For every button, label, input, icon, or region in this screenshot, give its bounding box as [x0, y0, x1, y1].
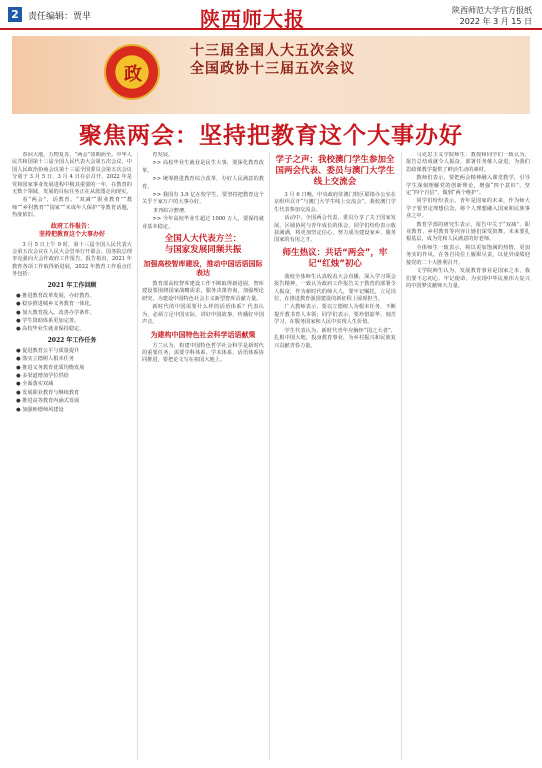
list [12, 293, 132, 334]
paragraph: 教育部高校智库建设工作不断取得新进展，智库建设要围绕国家战略需求，服务决策咨询，加强理论研究，为建设中国特色社会主义新型智库贡献力量。 [142, 281, 264, 302]
emblem-glyph: 政 [124, 64, 142, 85]
paragraph: 看“两会”，话教育。“双减”“职业教育”“教师”“乡村教育”“国家”“未成年人保护”等教育话题，热度依旧。 [12, 197, 132, 219]
column-divider [137, 152, 138, 760]
article-body [12, 152, 530, 760]
paragraph: 教育学部的研究生表示，报告中关于“双减”、职业教育、乡村教育等内容让她们深受鼓舞，未来要扎根基层，成为党和人民满意的好老师。 [406, 221, 530, 243]
paragraph: 3 月 5 日上午 9 时，第十三届全国人民代表大会第五次会议在人民大会堂举行开幕会。国务院总理李克强向大会作政府工作报告。报告指出，2021 年教育各项工作取得新进展，2022 年教育工作重点任务包括： [12, 241, 132, 278]
paragraph: 育发展。 [152, 152, 174, 158]
paragraph: 我校全体师生认真收看大会直播，深入学习领会报告精神，一致认为政府工作报告关于教育的部署令人振奋，作为新时代的师大人，要牢记嘱托，立足岗位，在推进教育强国建设的新征程上展现担当。 [274, 273, 396, 303]
list-item: ● 发展职业教育与继续教育 [16, 389, 80, 396]
banner-line-2: 全国政协十三届五次会议 [190, 61, 355, 77]
list-item: ● 推进义务教育优质均衡发展 [16, 364, 85, 371]
section-heading: 政府工作报告： [50, 222, 93, 230]
paragraph: 全体师生一致表示，将以更加饱满的热情，更加务实的作风，在各自岗位上履职尽责，以优异成绩迎接党的二十大胜利召开。 [406, 244, 530, 266]
list-item: ● 促进教育公平与质量提升 [16, 347, 80, 354]
paragraph: 文学院师生认为，发展教育事业是国家之本，我们要不忘初心、牢记使命，为实现中华民族伟大复兴的中国梦贡献师大力量。 [406, 268, 530, 289]
section-heading: 2021 年工作回顾 [47, 281, 97, 289]
list-item: ● 推进高等教育内涵式发展 [16, 398, 80, 405]
paragraph: 方兰认为，构建中国特色哲学社会科学是新时代的重要任务，需要学科体系、学术体系、话语体系协同推进，要把论文写在祖国大地上。 [142, 342, 264, 364]
section-heading: 全国人大代表方兰： [164, 234, 242, 245]
list-item: ● 多渠道增加学位供给 [16, 372, 69, 379]
paragraph: 马克思主义学院师生：教授和同学们一致认为，报告总结成就令人振奋，部署任务催人奋进，为我们思政课教学提供了鲜活生动的素材。 [406, 152, 530, 173]
paragraph: 3 月 6 日晚，中央政府驻澳门特区联络办公室在京组织召开“与澳门大学生线上交流会”，我校澳门学生代表参加交流会。 [274, 192, 396, 213]
page-headline: 聚焦两会：坚持把教育这个大事办好 [79, 123, 463, 149]
banner-line-1: 十三届全国人大五次会议 [190, 43, 355, 59]
list-item: ● 学生资助体系更加完善。 [16, 317, 80, 324]
section-heading: 为建构中国特色社会科学话语献策 [150, 330, 256, 339]
paragraph: 学生代表认为，新时代青年应胸怀“国之大者”，扎根中国大地，投身教育事业，为乡村振兴和民族复兴贡献青春力量。 [274, 327, 396, 349]
column-2 [142, 152, 264, 760]
paragraph: >> 统筹推进教育综合改革，办好人民满意的教育。 [142, 176, 264, 190]
paragraph: 活动中，全国两会代表、委员分享了关于国家发展、区域协同与青年成长的体会，同学们纷纷表示收获满满，将更加坚定信心，努力成为建设家乡、服务国家的有用之才。 [274, 215, 396, 244]
paragraph: 教师们表示，要把两会精神融入课堂教学，引导学生深刻理解党的创新理论，增强“四个意识”、坚定“四个自信”、做到“两个维护”。 [406, 175, 530, 197]
paragraph: 春回大地，万物复苏，“两会”如期而至。中华人民共和国第十三届全国人民代表大会第五次会议、中国人民政治协商会议第十三届全国委员会第五次会议分别于 3 月 5 日、3 月 4 日在京召开。2022 年是党和国家事业发展进程中极其重要的一年，在教育的无数个领域，发展的目标任务正在从蓝图走向现实。 [12, 152, 132, 196]
list-item: ● 加强师德师风建设 [16, 406, 64, 413]
list-item: ● 落实立德树人根本任务 [16, 356, 75, 363]
column-divider [401, 152, 402, 760]
paragraph: >> 高校毕业生就业是民生大事，要深化教育改革。 [142, 160, 264, 174]
list-item: ● 稳步推进城乡义务教育一体化。 [16, 301, 95, 308]
page-number: 2 [8, 7, 22, 22]
column-3 [274, 152, 396, 760]
column-4 [406, 152, 530, 760]
national-emblem-icon [104, 44, 160, 100]
page-header [0, 0, 542, 30]
paragraph: >> 今年高校毕业生超过 1000 万人，要保持就业基本稳定。 [142, 216, 264, 230]
two-sessions-banner [12, 36, 530, 114]
list-item: ● 全面落实双减 [16, 381, 54, 388]
paragraph: 本刊综合整理。 [152, 207, 189, 214]
list-item: ● 加大教育投入，改善办学条件。 [16, 309, 95, 316]
section-heading: 与国家发展同频共振 [164, 245, 242, 256]
list [12, 348, 132, 414]
section-heading: 学子之声：我校澳门学生参加全国两会代表、委员与澳门大学生线上交流会 [275, 155, 395, 187]
paragraph: 新时代的中国需要什么样的话语体系？代表认为，必须立足中国实际，讲好中国故事，传播好中国声音。 [142, 304, 264, 326]
column-divider [269, 152, 270, 760]
school-name: 陕西师范大学官方报纸 [452, 6, 532, 15]
paragraph: 广大教师表示，要以立德树人为根本任务，不断提升教书育人本领；同学们表示，要珍惜韶华、刻苦学习，在服务国家和人民中实现人生价值。 [274, 304, 396, 326]
banner-title [190, 42, 355, 78]
issue-date: 2022 年 3 月 15 日 [459, 17, 532, 26]
paragraph: 同学们纷纷表示，青年是国家的未来，作为师大学子要坚定理想信念，将个人理想融入国家和民族事业之中。 [406, 198, 530, 220]
paragraph: >> 我国有 3.9 亿在校学生，要坚持把教育这个关乎千家万户的大事办好。 [142, 192, 264, 206]
header-info [452, 5, 532, 27]
section-heading: 加强高校智库建设，推动中国话语国际表达 [143, 260, 263, 278]
list-item: ● 高校毕业生就业保持稳定。 [16, 326, 85, 333]
section-heading: 坚持把教育这个大事办好 [38, 230, 105, 238]
list-item: ● 推进教育改革发展，办好教育。 [16, 292, 95, 299]
section-heading: 师生热议：共话“两会”，牢记“红烛”初心 [282, 247, 388, 269]
masthead: 陕西师大报 [200, 7, 305, 31]
editor-credit: 责任编辑：贾芈 [28, 12, 92, 22]
section-heading: 2022 年工作任务 [47, 336, 97, 344]
column-1 [12, 152, 132, 760]
